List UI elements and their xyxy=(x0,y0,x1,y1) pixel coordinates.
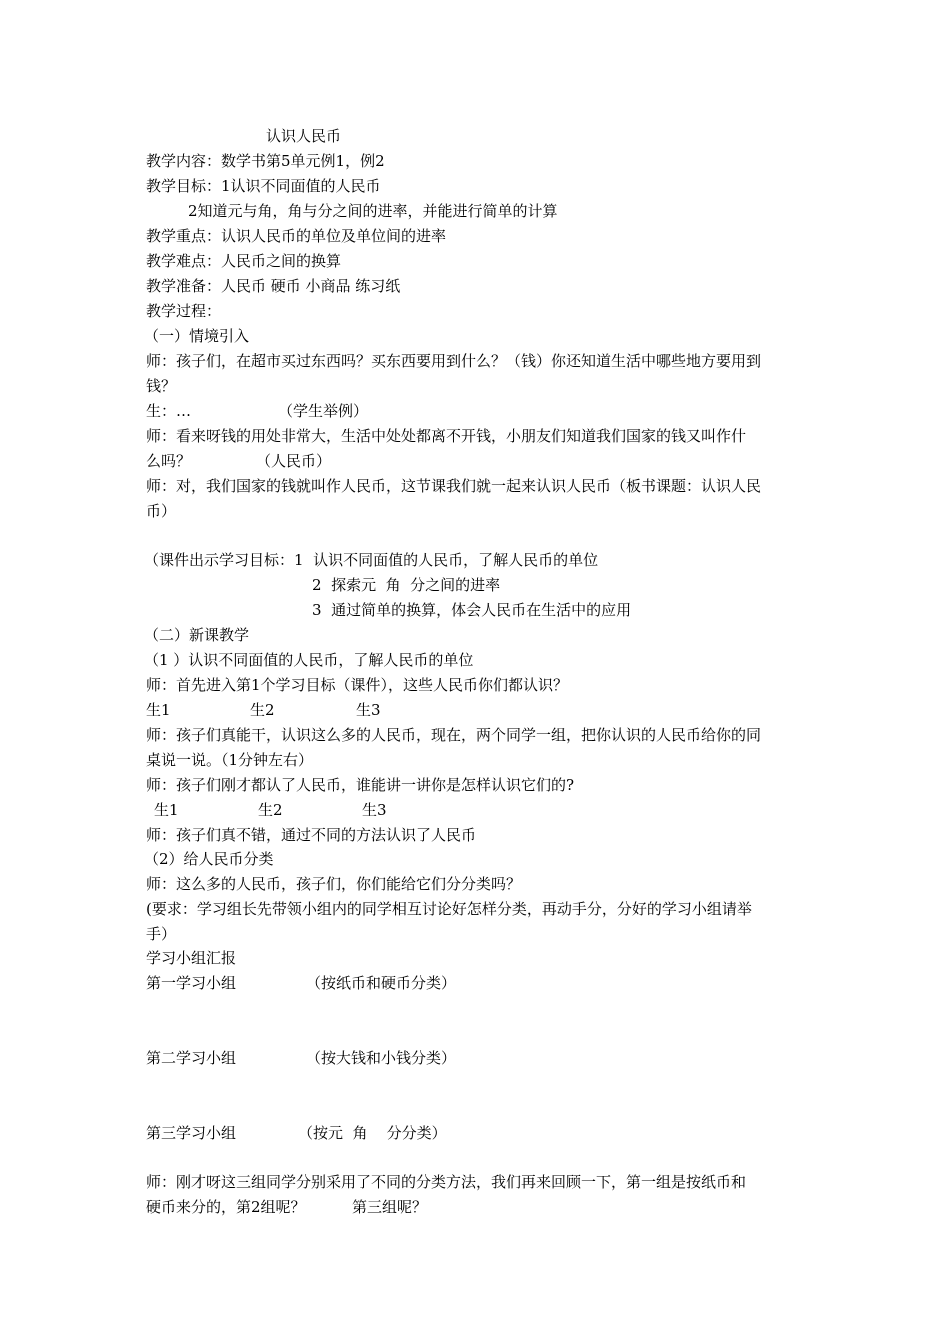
teacher-line-5a xyxy=(146,723,816,748)
group-3-note: （按元 角 分分类） xyxy=(298,1124,447,1142)
teacher-line-2a xyxy=(146,424,816,449)
student-label: 生3 xyxy=(362,801,387,819)
objectives-item-3-line xyxy=(146,598,816,623)
requirement-text: 手） xyxy=(146,925,177,943)
teacher-line-7 xyxy=(146,823,816,848)
group-3-line xyxy=(146,1121,816,1146)
objectives-intro-line xyxy=(146,548,816,573)
teacher-text: 师：孩子们，在超市买过东西吗？买东西要用到什么？（钱）你还知道生活中哪些地方要用到 xyxy=(146,352,762,370)
teacher-text: 师：孩子们真不错，通过不同的方法认识了人民币 xyxy=(146,826,477,844)
requirement-text: (要求：学习组长先带领小组内的同学相互讨论好怎样分类，再动手分，分好的学习小组请举 xyxy=(146,900,752,918)
teaching-difficulty: 教学难点：人民币之间的换算 xyxy=(146,252,342,270)
section-2-heading: （二）新课教学 xyxy=(144,626,250,644)
teacher-text: 硬币来分的，第2组呢？ xyxy=(146,1198,306,1216)
objectives-item-2-line xyxy=(146,573,816,598)
student-label: 生2 xyxy=(258,801,283,819)
subsection-1-heading: （1 ）认识不同面值的人民币，了解人民币的单位 xyxy=(144,651,474,669)
teacher-note: （人民币） xyxy=(256,452,332,470)
key-point-line xyxy=(146,224,816,249)
process-line xyxy=(146,299,816,324)
difficulty-line xyxy=(146,249,816,274)
teacher-line-1a xyxy=(146,349,816,374)
teacher-line-6 xyxy=(146,773,816,798)
teacher-text: 师：刚才呀这三组同学分别采用了不同的分类方法，我们再来回顾一下，第一组是按纸币和 xyxy=(146,1173,747,1191)
teacher-text: 师：对，我们国家的钱就叫作人民币，这节课我们就一起来认识人民币（板书课题：认识人民 xyxy=(146,477,762,495)
goal-line-2 xyxy=(146,199,816,224)
objectives-intro: （课件出示学习目标：1 认识不同面值的人民币，了解人民币的单位 xyxy=(144,551,599,569)
student-label: 生：… xyxy=(146,402,192,420)
student-label: 生1 xyxy=(154,801,179,819)
teacher-text: 钱？ xyxy=(146,377,177,395)
objective-item-3: 3 通过简单的换算，体会人民币在生活中的应用 xyxy=(312,601,632,619)
teaching-key-point: 教学重点：认识人民币的单位及单位间的进率 xyxy=(146,227,447,245)
teacher-text: 师：看来呀钱的用处非常大，生活中处处都离不开钱，小朋友们知道我们国家的钱又叫作什 xyxy=(146,427,747,445)
student-line xyxy=(146,399,816,424)
teacher-text: 师：首先进入第1个学习目标（课件），这些人民币你们都认识？ xyxy=(146,676,569,694)
teaching-goal-1: 教学目标：1认识不同面值的人民币 xyxy=(146,177,381,195)
subsection-2-line xyxy=(146,847,816,872)
document-title-line xyxy=(146,124,816,149)
student-label: 生2 xyxy=(250,701,275,719)
section-2-heading-line xyxy=(146,623,816,648)
teacher-line-4 xyxy=(146,673,816,698)
goal-line-1 xyxy=(146,174,816,199)
teacher-line-9b xyxy=(146,1195,816,1220)
teacher-line-3b xyxy=(146,499,816,524)
students-row-a xyxy=(146,698,816,723)
teacher-line-2b xyxy=(146,449,816,474)
group-2-line xyxy=(146,1046,816,1071)
subsection-1-line xyxy=(146,648,816,673)
section-1-heading: （一）情境引入 xyxy=(144,327,250,345)
document-title: 认识人民币 xyxy=(266,127,342,145)
group-2-label: 第二学习小组 xyxy=(146,1049,237,1067)
group-2-note: （按大钱和小钱分类） xyxy=(306,1049,457,1067)
teacher-text: 师：孩子们真能干，认识这么多的人民币，现在，两个同学一组，把你认识的人民币给你的同 xyxy=(146,726,762,744)
teacher-text: 师：这么多的人民币，孩子们，你们能给它们分分类吗？ xyxy=(146,875,522,893)
student-label: 生1 xyxy=(146,701,171,719)
group-report-heading: 学习小组汇报 xyxy=(146,949,237,967)
teacher-line-1b xyxy=(146,374,816,399)
teacher-text: 师：孩子们刚才都认了人民币，谁能讲一讲你是怎样认识它们的? xyxy=(146,776,575,794)
requirement-line-b xyxy=(146,922,816,947)
teaching-goal-2: 2知道元与角，角与分之间的进率，并能进行简单的计算 xyxy=(188,202,558,220)
teaching-preparation: 教学准备：人民币 硬币 小商品 练习纸 xyxy=(146,277,401,295)
report-line xyxy=(146,946,816,971)
group-1-note: （按纸币和硬币分类） xyxy=(306,974,457,992)
teacher-line-8 xyxy=(146,872,816,897)
teacher-text: 桌说一说。（1分钟左右） xyxy=(146,751,314,769)
student-note: （学生举例） xyxy=(278,402,369,420)
student-label: 生3 xyxy=(356,701,381,719)
teacher-text: 么吗？ xyxy=(146,452,192,470)
teacher-line-3a xyxy=(146,474,816,499)
preparation-line xyxy=(146,274,816,299)
group-1-label: 第一学习小组 xyxy=(146,974,237,992)
teacher-line-5b xyxy=(146,748,816,773)
teacher-question: 第三组呢？ xyxy=(352,1198,428,1216)
teacher-text: 币） xyxy=(146,502,177,520)
subsection-2-heading: （2）给人民币分类 xyxy=(144,850,274,868)
content-line xyxy=(146,149,816,174)
section-1-heading-line xyxy=(146,324,816,349)
objective-item-2: 2 探索元 角 分之间的进率 xyxy=(312,576,501,594)
teacher-line-9a xyxy=(146,1170,816,1195)
group-1-line xyxy=(146,971,816,996)
students-row-b xyxy=(146,798,816,823)
requirement-line-a xyxy=(146,897,816,922)
group-3-label: 第三学习小组 xyxy=(146,1124,237,1142)
teaching-process: 教学过程： xyxy=(146,302,222,320)
teaching-content: 教学内容：数学书第5单元例1，例2 xyxy=(146,152,385,170)
